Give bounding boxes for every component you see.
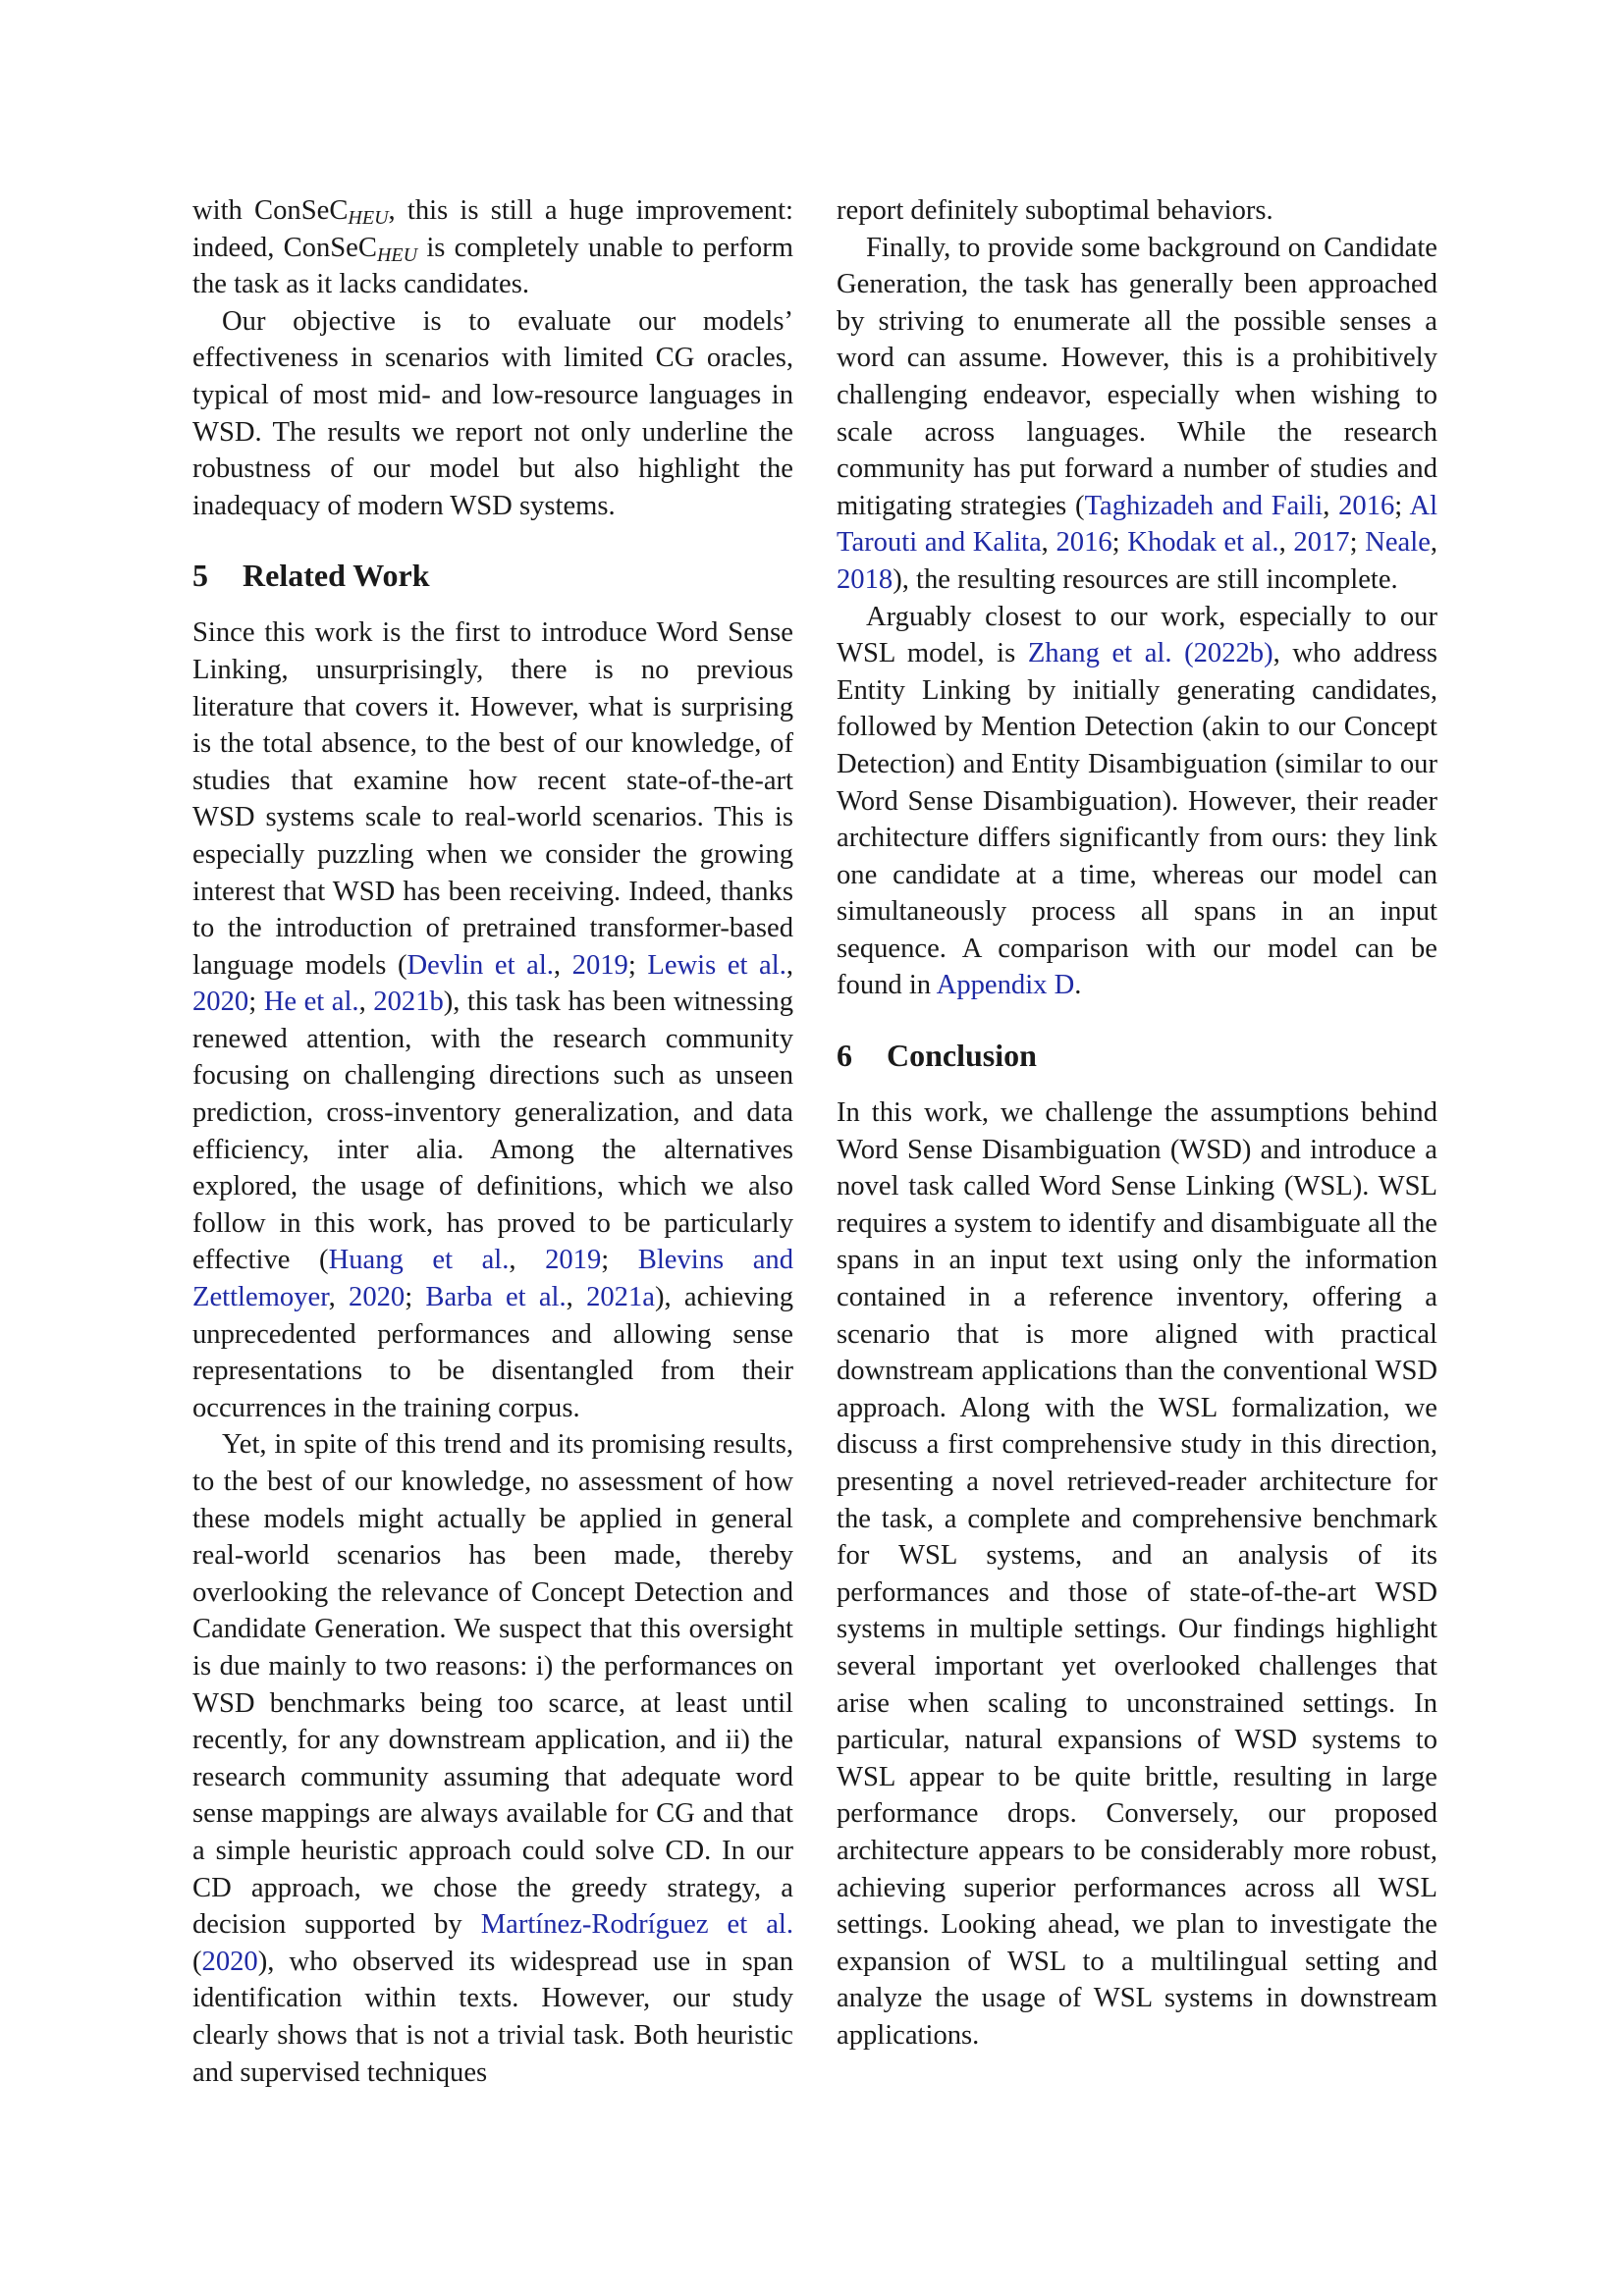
citation-barba-year[interactable]: 2021a [586,1282,655,1313]
section-number: 5 [192,558,208,594]
citation-barba[interactable]: Barba et al. [425,1282,567,1313]
citation-taghizadeh[interactable]: Taghizadeh and Faili [1084,490,1324,521]
citation-blevins-year[interactable]: 2020 [349,1282,406,1313]
paragraph-candidate-generation: Finally, to provide some background on Candidate Generation, the task has generally been approached by striving to enumerate all the possible senses a word can assume. However, this is a prohibitively challenging endeavor, especially when wishing to scale across languages. While the research community has put forward a number of studies and mitigating strategies (Taghizadeh and Faili, 2016; Al Tarouti and Kalita, 2016; Khodak et al., 2017; Neale, 2018), the resulting resources are still incomplete. [837,232,1438,595]
text-span: is completely unable to perform the task as it lacks candidates. [192,232,793,300]
paragraph-objective: Our objective is to evaluate our models’ effectiveness in scenarios with limited CG oracles, typical of most mid- and low-resource languages in WSD. The results we report not only underline the robustness of our model but also highlight the inadequacy of modern WSD systems. [192,305,793,521]
citation-devlin-year[interactable]: 2019 [571,949,628,981]
paragraph-related-work-2: Yet, in spite of this trend and its promising results, to the best of our knowledge, no assessment of how these models might actually be applied in general real-world scenarios has been made, thereby overlooking the relevance of Concept Detection and Candidate Generation. We suspect that this oversight is due mainly to two reasons: i) the performances on WSD benchmarks being too scarce, at least until recently, for any downstream application, and ii) the research community assuming that adequate word sense mappings are always available for CG and that a simple heuristic approach could solve CD. In our CD approach, we chose the greedy strategy, a decision supported by Martínez-Rodríguez et al. (2020), who observed its widespread use in span identification within texts. However, our study clearly shows that is not a trivial task. Both heuristic and supervised techniques [192,1429,793,2088]
text-span: Yet, in spite of this trend and its promising results, to the best of our knowledge, no assessment of how these models might actually be applied in general real-world scenarios has been made, thereby overlooking the relevance of Concept Detection and Candidate Generation. We suspect that this oversight is due mainly to two reasons: i) the performances on WSD benchmarks being too scarce, at least until recently, for any downstream application, and ii) the research community assuming that adequate word sense mappings are always available for CG and that a simple heuristic approach could solve CD. In our CD approach, we chose the greedy strategy, a decision supported by [192,1429,793,1941]
citation-blevins[interactable]: Blevins and Zettlemoyer [192,1245,794,1313]
citation-khodak[interactable]: Khodak et al. [1127,527,1279,559]
text-span: , this is still a huge improvement: indeed, ConSeC [192,195,793,263]
text-span: Finally, to provide some background on Candidate Generation, the task has generally been approached by striving to enumerate all the possible senses a word can assume. However, this is a prohibitively challenging endeavor, especially when wishing to scale across languages. While the research community has put forward a number of studies and mitigating strategies ( [837,232,1437,521]
citation-neale[interactable]: Neale [1365,527,1431,559]
citation-huang-year[interactable]: 2019 [545,1245,602,1276]
text-span: . [1074,970,1082,1001]
right-column [837,192,1437,2055]
citation-lewis-year[interactable]: 2020 [192,987,249,1018]
paragraph-related-work-1: Since this work is the first to introduce Word Sense Linking, unsurprisingly, there is no previous literature that covers it. However, what is surprising is the total absence, to the best of our knowledge, of studies that examine how recent state-of-the-art WSD systems scale to real-world scenarios. This is especially puzzling when we consider the growing interest that WSD has been receiving. Indeed, thanks to the introduction of pretrained transformer-based language models (Devlin et al., 2019; Lewis et al., 2020; He et al., 2021b), this task has been witnessing renewed attention, with the research community focusing on challenging directions such as unseen prediction, cross-inventory generalization, and data efficiency, inter alia. Among the alternatives explored, the usage of definitions, which we also follow in this work, has proved to be particularly effective (Huang et al., 2019; Blevins and Zettlemoyer, 2020; Barba et al., 2021a), achieving unprecedented performances and allowing sense representations to be disentangled from their occurrences in the training corpus. [192,617,794,1423]
citation-khodak-year[interactable]: 2017 [1293,527,1350,559]
section-title: Conclusion [887,1038,1037,1074]
subscript-heu: HEU [376,243,418,266]
text-span: ), achieving unprecedented performances and allowing sense representations to be disentangled from their occurrences in the training corpus. [192,1282,794,1423]
citation-zhang[interactable]: Zhang et al. (2022b) [1027,638,1273,669]
citation-he-year[interactable]: 2021b [373,987,444,1018]
citation-neale-year[interactable]: 2018 [837,563,893,595]
citation-devlin[interactable]: Devlin et al. [406,949,554,981]
citation-martinez-year[interactable]: 2020 [201,1946,258,1977]
text-span: Since this work is the first to introduce Word Sense Linking, unsurprisingly, there is no previous literature that covers it. However, what is surprising is the total absence, to the best of our knowledge, of studies that examine how recent state-of-the-art WSD systems scale to real-world scenarios. This is especially puzzling when we consider the growing interest that WSD has been receiving. Indeed, thanks to the introduction of pretrained transformer-based language models ( [192,617,793,981]
text-span: with ConSeC [192,195,349,226]
subscript-heu: HEU [348,207,389,229]
section-heading-conclusion [837,1036,1437,1075]
section-number: 6 [837,1038,852,1074]
citation-altarouti[interactable]: Al Tarouti and Kalita [837,490,1438,559]
section-title: Related Work [243,558,430,594]
paragraph-suboptimal: report definitely suboptimal behaviors. [837,195,1273,226]
link-appendix-d[interactable]: Appendix D [936,970,1075,1001]
paragraph-consec-improvement [192,192,793,303]
citation-martinez[interactable]: Martínez-Rodríguez et al. [480,1909,793,1941]
text-span: Arguably closest to our work, especially to our WSL model, is [837,601,1437,669]
citation-huang[interactable]: Huang et al. [328,1245,510,1276]
citation-he[interactable]: He et al. [263,987,359,1018]
text-span: ), who observed its widespread use in span identification within texts. However, our study clearly shows that is not a trivial task. Both heuristic and supervised techniques [192,1946,793,2088]
paragraph-closest-work [837,599,1437,1005]
left-column [192,192,793,2091]
citation-altarouti-year[interactable]: 2016 [1056,527,1112,559]
text-span: ), the resulting resources are still incomplete. [893,563,1398,595]
citation-taghizadeh-year[interactable]: 2016 [1338,490,1395,521]
citation-lewis[interactable]: Lewis et al. [647,949,786,981]
paragraph-conclusion: In this work, we challenge the assumptions behind Word Sense Disambiguation (WSD) and introduce a novel task called Word Sense Linking (WSL). WSL requires a system to identify and disambiguate all the spans in an input text using only the information contained in a reference inventory, offering a scenario that is more aligned with practical downstream applications than the conventional WSD approach. Along with the WSL formalization, we discuss a first comprehensive study in this direction, presenting a novel retrieved-reader architecture for the task, a complete and comprehensive benchmark for WSL systems, and an analysis of its performances and those of state-of-the-art WSD systems in multiple settings. Our findings highlight several important yet overlooked challenges that arise when scaling to unconstrained settings. In particular, natural expansions of WSD systems to WSL appear to be quite brittle, resulting in large performance drops. Conversely, our proposed architecture appears to be considerably more robust, achieving superior performances across all WSL settings. Looking ahead, we plan to investigate the expansion of WSL to a multilingual setting and analyze the usage of WSL systems in downstream applications. [837,1097,1437,2051]
section-heading-related-work [192,556,793,595]
text-span: ), this task has been witnessing renewed attention, with the research community focusing on challenging directions such as unseen prediction, cross-inventory generalization, and data efficiency, inter alia. Among the alternatives explored, the usage of definitions, which we also follow in this work, has proved to be particularly effective ( [192,987,794,1276]
text-span: , who address Entity Linking by initially generating candidates, followed by Mention Detection (akin to our Concept Detection) and Entity Disambiguation (similar to our Word Sense Disambiguation). However, their reader architecture differs significantly from ours: they link one candidate at a time, whereas our model can simultaneously process all spans in an input sequence. A comparison with our model can be found in [837,638,1437,1001]
